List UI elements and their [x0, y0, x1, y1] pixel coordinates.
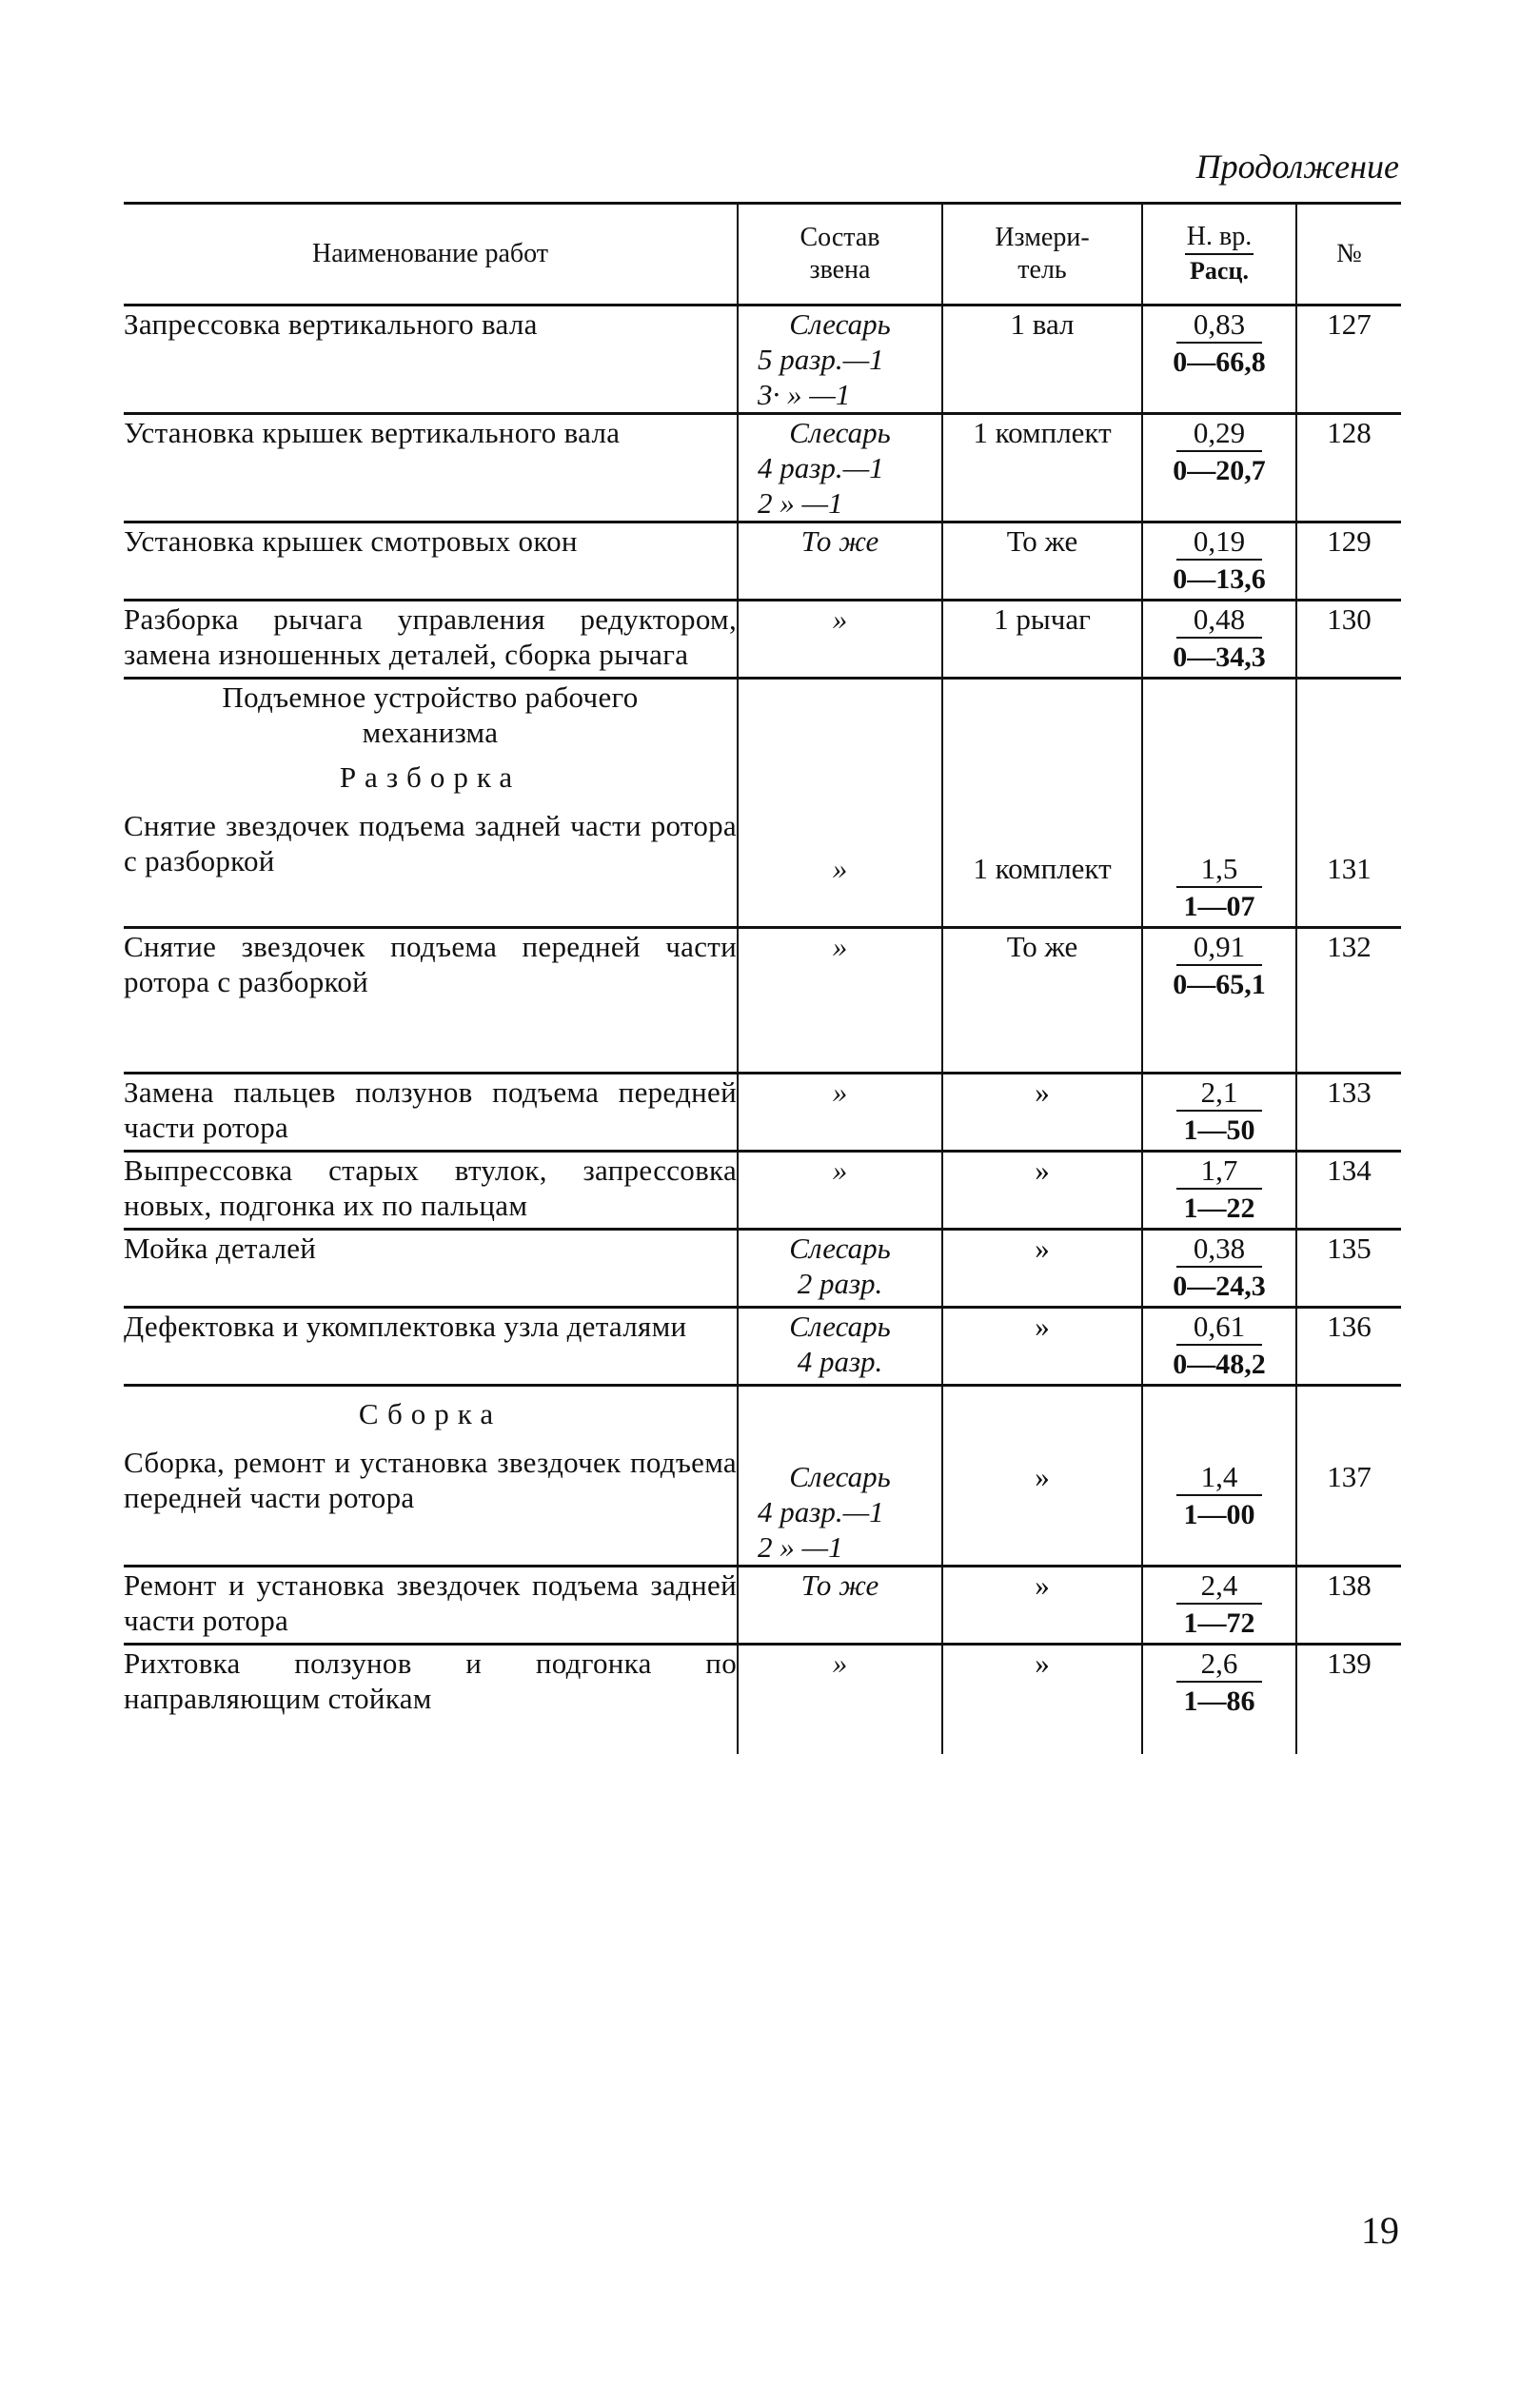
norm-time: 0,48: [1176, 602, 1262, 639]
norm-cell: [1142, 306, 1296, 414]
norm-rate: 0—24,3: [1173, 1271, 1266, 1302]
norm-cell: [1142, 601, 1296, 679]
work-norms-table: [124, 202, 1401, 1754]
work-name: Дефектовка и укомплектовка узла деталями: [124, 1308, 738, 1386]
page-number: 19: [1361, 2209, 1399, 2252]
norm-rate: 0—20,7: [1173, 455, 1266, 486]
table-row: [124, 414, 1401, 522]
section-title: Подъемное устройство рабочего механизма: [222, 680, 639, 749]
unit-cell: »: [942, 1567, 1142, 1645]
header-norm: Н. вр. Расц.: [1142, 204, 1296, 306]
header-num: №: [1296, 204, 1401, 306]
unit-cell: 1 вал: [942, 306, 1142, 414]
work-name: Сборка, ремонт и установка звездочек подъема передней части ротора: [124, 1446, 737, 1514]
norm-time: 0,29: [1176, 416, 1262, 452]
work-name: Установка крышек смотровых окон: [124, 522, 738, 601]
norm-time: 1,7: [1176, 1153, 1262, 1190]
norm-cell: [1142, 1074, 1296, 1152]
row-number: 139: [1296, 1645, 1401, 1755]
norm-cell: [1142, 1152, 1296, 1230]
norm-rate: 0—13,6: [1173, 563, 1266, 595]
crew-cell: То же: [738, 522, 942, 601]
work-name: Ремонт и установка звездочек подъема задней части ротора: [124, 1567, 738, 1645]
norm-cell: [1142, 1567, 1296, 1645]
crew-cell: »: [738, 1645, 942, 1755]
norm-rate: 0—48,2: [1173, 1349, 1266, 1380]
row-number: 135: [1296, 1230, 1401, 1308]
unit-cell: 1 рычаг: [942, 601, 1142, 679]
norm-rate: 1—00: [1183, 1499, 1255, 1530]
table-row: [124, 1230, 1401, 1308]
subsection-title: Разборка: [339, 760, 522, 794]
row-number: 131: [1296, 679, 1401, 928]
work-name: Снятие звездочек подъема задней части ротора с разборкой: [124, 809, 737, 877]
table-header-row: [124, 204, 1401, 306]
work-name: Снятие звездочек подъема передней части ротора с разборкой: [124, 928, 738, 1074]
unit-cell: 1 комплект: [942, 414, 1142, 522]
table-row: [124, 1567, 1401, 1645]
row-number: 134: [1296, 1152, 1401, 1230]
table-row: [124, 601, 1401, 679]
norm-rate: 1—50: [1183, 1114, 1255, 1146]
row-number: 129: [1296, 522, 1401, 601]
table-row: [124, 1645, 1401, 1755]
norm-cell: [1142, 679, 1296, 928]
table-row: [124, 1386, 1401, 1567]
crew-cell: »: [738, 1152, 942, 1230]
row-number: 137: [1296, 1386, 1401, 1567]
table-row: [124, 1074, 1401, 1152]
work-name: Запрессовка вертикального вала: [124, 306, 738, 414]
table-row: [124, 928, 1401, 1074]
norm-rate: 0—34,3: [1173, 641, 1266, 673]
work-name-cell: [124, 679, 738, 928]
norm-time: 1,5: [1176, 852, 1262, 888]
table-row: [124, 522, 1401, 601]
crew-cell: Слесарь 2 разр.: [738, 1230, 942, 1308]
unit-cell: То же: [942, 522, 1142, 601]
norm-rate: 1—86: [1183, 1685, 1255, 1717]
unit-cell: 1 комплект: [942, 679, 1142, 928]
crew-cell: »: [738, 1074, 942, 1152]
norm-rate: 0—65,1: [1173, 969, 1266, 1000]
norm-time: 2,6: [1176, 1646, 1262, 1683]
header-name: Наименование работ: [124, 204, 738, 306]
norm-cell: [1142, 1230, 1296, 1308]
row-number: 127: [1296, 306, 1401, 414]
subsection-title: Сборка: [358, 1397, 503, 1430]
row-number: 132: [1296, 928, 1401, 1074]
norm-rate: 1—72: [1183, 1607, 1255, 1639]
norm-time: 0,19: [1176, 524, 1262, 561]
crew-cell: Слесарь 4 разр.—1 2 » —1: [738, 414, 942, 522]
work-name: Выпрессовка старых втулок, запрессовка новых, подгонка их по пальцам: [124, 1152, 738, 1230]
norm-rate: 0—66,8: [1173, 346, 1266, 378]
crew-cell: »: [738, 928, 942, 1074]
row-number: 136: [1296, 1308, 1401, 1386]
work-name: Установка крышек вертикального вала: [124, 414, 738, 522]
work-name: Разборка рычага управления редуктором, замена изношенных деталей, сборка рычага: [124, 601, 738, 679]
norm-cell: [1142, 1308, 1296, 1386]
norm-rate: 1—07: [1183, 891, 1255, 922]
continuation-label: Продолжение: [1195, 148, 1399, 186]
header-crew: Состав звена: [738, 204, 942, 306]
unit-cell: »: [942, 1152, 1142, 1230]
norm-time: 0,91: [1176, 930, 1262, 966]
row-number: 133: [1296, 1074, 1401, 1152]
work-name: Замена пальцев ползунов подъема передней части ротора: [124, 1074, 738, 1152]
table-row: [124, 1152, 1401, 1230]
header-unit: Измери- тель: [942, 204, 1142, 306]
crew-cell: Слесарь 4 разр.—1 2 » —1: [738, 1386, 942, 1567]
unit-cell: »: [942, 1308, 1142, 1386]
crew-cell: »: [738, 679, 942, 928]
norm-time: 1,4: [1176, 1460, 1262, 1496]
unit-cell: »: [942, 1230, 1142, 1308]
norm-time: 2,4: [1176, 1568, 1262, 1605]
norm-cell: [1142, 1645, 1296, 1755]
crew-cell: То же: [738, 1567, 942, 1645]
unit-cell: То же: [942, 928, 1142, 1074]
norm-rate: 1—22: [1183, 1193, 1255, 1224]
norm-cell: [1142, 414, 1296, 522]
table-row: [124, 1308, 1401, 1386]
unit-cell: »: [942, 1645, 1142, 1755]
work-name: Рихтовка ползунов и подгонка по направляющим стойкам: [124, 1646, 737, 1715]
crew-cell: Слесарь 4 разр.: [738, 1308, 942, 1386]
norm-time: 2,1: [1176, 1075, 1262, 1112]
crew-cell: Слесарь 5 разр.—1 3· » —1: [738, 306, 942, 414]
unit-cell: »: [942, 1074, 1142, 1152]
crew-cell: »: [738, 601, 942, 679]
norm-time: 0,38: [1176, 1232, 1262, 1268]
table-row: [124, 306, 1401, 414]
row-number: 138: [1296, 1567, 1401, 1645]
norm-cell: [1142, 1386, 1296, 1567]
norm-cell: [1142, 522, 1296, 601]
norm-time: 0,83: [1176, 307, 1262, 344]
norm-cell: [1142, 928, 1296, 1074]
row-number: 128: [1296, 414, 1401, 522]
unit-cell: »: [942, 1386, 1142, 1567]
table-row: [124, 679, 1401, 928]
row-number: 130: [1296, 601, 1401, 679]
work-name: Мойка деталей: [124, 1230, 738, 1308]
work-name-cell: [124, 1386, 738, 1567]
norm-time: 0,61: [1176, 1310, 1262, 1346]
